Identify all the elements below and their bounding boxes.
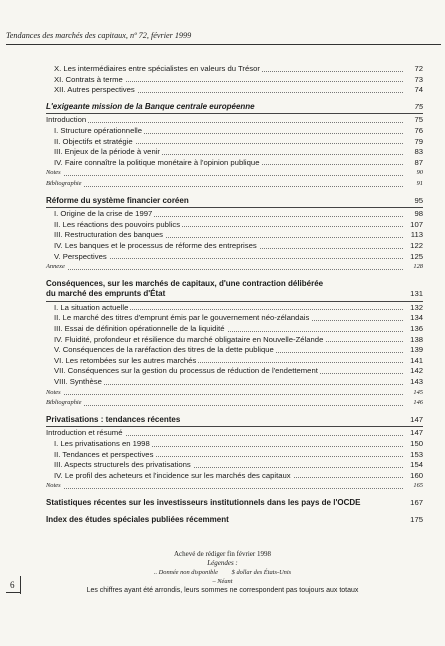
toc-entry-title: V. Perspectives <box>46 252 109 263</box>
toc-entry <box>46 64 423 75</box>
toc-entry-title: Annexe <box>46 262 67 273</box>
standalone-entry-title: Index des études spéciales publiées récemment <box>46 514 229 524</box>
toc-entry-title: Notes <box>46 168 63 179</box>
dot-leader <box>46 186 403 187</box>
section-rule <box>46 207 423 208</box>
toc-entry-page: 107 <box>410 219 423 229</box>
standalone-entry <box>46 515 423 528</box>
toc-entry-page: 79 <box>414 136 423 146</box>
toc-entry <box>46 324 423 335</box>
toc-entry-title: IV. Faire connaître la politique monétaire à l'opinion publique <box>46 158 261 169</box>
toc-entry-page: 75 <box>414 115 423 125</box>
toc-entry-page: 153 <box>410 449 423 459</box>
toc-entry <box>46 481 423 492</box>
dot-leader <box>46 269 403 270</box>
section-page: 75 <box>414 101 423 111</box>
toc-entry <box>46 313 423 324</box>
toc-entry <box>46 179 423 190</box>
toc-entry <box>46 75 423 86</box>
toc-entry-page: 73 <box>414 74 423 84</box>
toc-entry-title: V. Conséquences de la raréfaction des titres de la dette publique <box>46 345 276 356</box>
page-number: 6 <box>10 580 15 590</box>
toc-entry <box>46 428 423 439</box>
toc-entry <box>46 471 423 482</box>
toc-entry <box>46 439 423 450</box>
toc-entry <box>46 366 423 377</box>
toc-entry <box>46 126 423 137</box>
toc-entry-page: 136 <box>410 324 423 334</box>
toc-entry-page: 74 <box>414 85 423 95</box>
toc-entry-page: 72 <box>414 64 423 73</box>
toc-entry-title: I. Origine de la crise de 1997 <box>46 209 154 220</box>
toc-entry-title: Introduction et résumé <box>46 428 123 438</box>
toc-entry-page: 145 <box>411 388 423 399</box>
toc-entry-page: 143 <box>410 377 423 387</box>
toc-entry-title: Notes <box>46 388 63 399</box>
toc-entry-title: IV. Les banques et le processus de réforme des entreprises <box>46 241 259 252</box>
rounding-note: Les chiffres ayant été arrondis, leurs sommes ne correspondent pas toujours aux totaux <box>86 587 359 594</box>
toc-entry-title: XI. Contrats à terme <box>46 75 125 86</box>
standalone-entry <box>46 498 423 511</box>
toc-entry-page: 87 <box>414 157 423 167</box>
toc-entry <box>46 137 423 148</box>
toc-entry-title: II. Les réactions des pouvoirs publics <box>46 220 182 231</box>
table-of-contents <box>46 64 423 532</box>
toc-entry-title: III. Aspects structurels des privatisations <box>46 460 193 471</box>
page-number-vertical-rule <box>20 576 21 594</box>
section-title <box>46 415 423 426</box>
section-title-text: L'exigeante mission de la Banque centrale européenne <box>46 101 255 111</box>
toc-entry-page: 122 <box>410 240 423 250</box>
section-title-text: Réforme du système financier coréen <box>46 195 189 205</box>
section-title-text-2: du marché des emprunts d'État <box>46 289 166 299</box>
toc-entry <box>46 209 423 220</box>
toc-entry-page: 83 <box>414 147 423 157</box>
toc-entry <box>46 335 423 346</box>
toc-entry <box>46 356 423 367</box>
toc-entry <box>46 398 423 409</box>
toc-entry-page: 139 <box>410 345 423 355</box>
running-header: Tendances des marchés des capitaux, nº 72, février 1999 <box>6 31 192 40</box>
toc-entry <box>46 168 423 179</box>
toc-entry-title: Notes <box>46 481 63 492</box>
toc-entry <box>46 158 423 169</box>
toc-entry-page: 141 <box>410 355 423 365</box>
section-title <box>46 279 423 290</box>
dot-leader <box>46 394 403 395</box>
toc-entry <box>46 377 423 388</box>
toc-entry <box>46 85 423 96</box>
section-title <box>46 196 423 207</box>
toc-entry-title: I. Les privatisations en 1998 <box>46 439 152 450</box>
section-page: 131 <box>410 289 423 299</box>
page-number-rule <box>6 592 20 593</box>
toc-entry-page: 90 <box>415 168 423 179</box>
toc-entry-title: III. Essai de définition opérationnelle de la liquidité <box>46 324 227 335</box>
toc-entry-title: VI. Les retombées sur les autres marchés <box>46 356 198 367</box>
toc-entry-page: 128 <box>411 262 423 273</box>
toc-entry <box>46 345 423 356</box>
toc-entry-page: 142 <box>410 366 423 376</box>
toc-entry <box>46 450 423 461</box>
toc-entry-title: III. Restructuration des banques <box>46 230 165 241</box>
toc-entry-page: 138 <box>410 334 423 344</box>
toc-entry-page: 160 <box>410 470 423 480</box>
dot-leader <box>46 488 403 489</box>
toc-entry-title: VIII. Synthèse <box>46 377 104 388</box>
section-rule <box>46 301 423 302</box>
toc-entry-page: 146 <box>411 398 423 409</box>
toc-entry-title: X. Les intermédiaires entre spécialistes en valeurs du Trésor <box>46 64 262 75</box>
toc-entry-page: 91 <box>415 179 423 190</box>
completion-note: Achevé de rédiger fin février 1998 <box>174 550 271 558</box>
section-title <box>46 102 423 113</box>
toc-entry-page: 125 <box>410 251 423 261</box>
toc-entry <box>46 252 423 263</box>
toc-entry-title: I. Structure opérationnelle <box>46 126 144 137</box>
toc-entry-title: Introduction <box>46 115 87 125</box>
toc-entry <box>46 460 423 471</box>
toc-entry <box>46 303 423 314</box>
dot-leader <box>46 405 403 406</box>
toc-entry-title: III. Enjeux de la période à venir <box>46 147 162 158</box>
toc-entry <box>46 115 423 126</box>
toc-entry-page: 113 <box>410 230 423 240</box>
section-title-text: Conséquences, sur les marchés de capitaux, d'une contraction délibérée <box>46 278 324 288</box>
section-title-line2 <box>46 289 423 300</box>
toc-entry-title: II. Objectifs et stratégie <box>46 137 135 148</box>
toc-entry-title: VII. Conséquences sur la gestion du processus de réduction de l'endettement <box>46 366 320 377</box>
legend-dollar: $ dollar des États-Unis <box>231 569 292 576</box>
legend-heading: Légendes : <box>207 559 238 567</box>
toc-entry-page: 134 <box>410 313 423 323</box>
section-rule <box>46 426 423 427</box>
section-title-text: Privatisations : tendances récentes <box>46 414 181 424</box>
legend-row <box>0 568 445 577</box>
toc-entry-title: IV. Le profil des acheteurs et l'incidence sur les marchés des capitaux <box>46 471 293 482</box>
toc-entry <box>46 388 423 399</box>
standalone-entry-title: Statistiques récentes sur les investisseurs institutionnels dans les pays de l'OCDE <box>46 497 361 507</box>
toc-entry-title: XII. Autres perspectives <box>46 85 137 96</box>
toc-entry-page: 98 <box>414 209 423 219</box>
toc-entry <box>46 241 423 252</box>
toc-entry-title: Bibliographie <box>46 179 84 190</box>
section-page: 95 <box>414 195 423 205</box>
dot-leader <box>46 122 403 123</box>
section-gap <box>46 528 423 532</box>
toc-entry-title: II. Tendances et perspectives <box>46 450 155 461</box>
legend-nil: – Néant <box>212 578 233 585</box>
toc-entry <box>46 220 423 231</box>
section-page: 147 <box>410 414 423 424</box>
legend-not-available: .. Donnée non disponible <box>153 569 218 576</box>
standalone-entry-page: 175 <box>410 514 423 524</box>
toc-entry-page: 165 <box>411 481 423 492</box>
toc-entry <box>46 147 423 158</box>
toc-entry <box>46 230 423 241</box>
standalone-entry-page: 167 <box>410 497 423 507</box>
toc-entry-page: 76 <box>414 125 423 135</box>
toc-entry-title: I. La situation actuelle <box>46 303 130 314</box>
toc-entry-title: IV. Fluidité, profondeur et résilience du marché obligataire en Nouvelle-Zélande <box>46 335 325 346</box>
toc-entry-title: II. Le marché des titres d'emprunt émis par le gouvernement néo-zélandais <box>46 313 311 324</box>
legend-row-2 <box>0 577 445 586</box>
toc-entry-page: 150 <box>410 439 423 448</box>
toc-entry-page: 154 <box>410 460 423 470</box>
toc-entry-title: Bibliographie <box>46 398 84 409</box>
toc-entry <box>46 262 423 273</box>
footer-notes <box>0 550 445 595</box>
dot-leader <box>46 175 403 176</box>
toc-entry-page: 147 <box>410 428 423 438</box>
section-rule <box>46 113 423 114</box>
header-rule <box>6 44 441 45</box>
toc-entry-page: 132 <box>410 302 423 312</box>
